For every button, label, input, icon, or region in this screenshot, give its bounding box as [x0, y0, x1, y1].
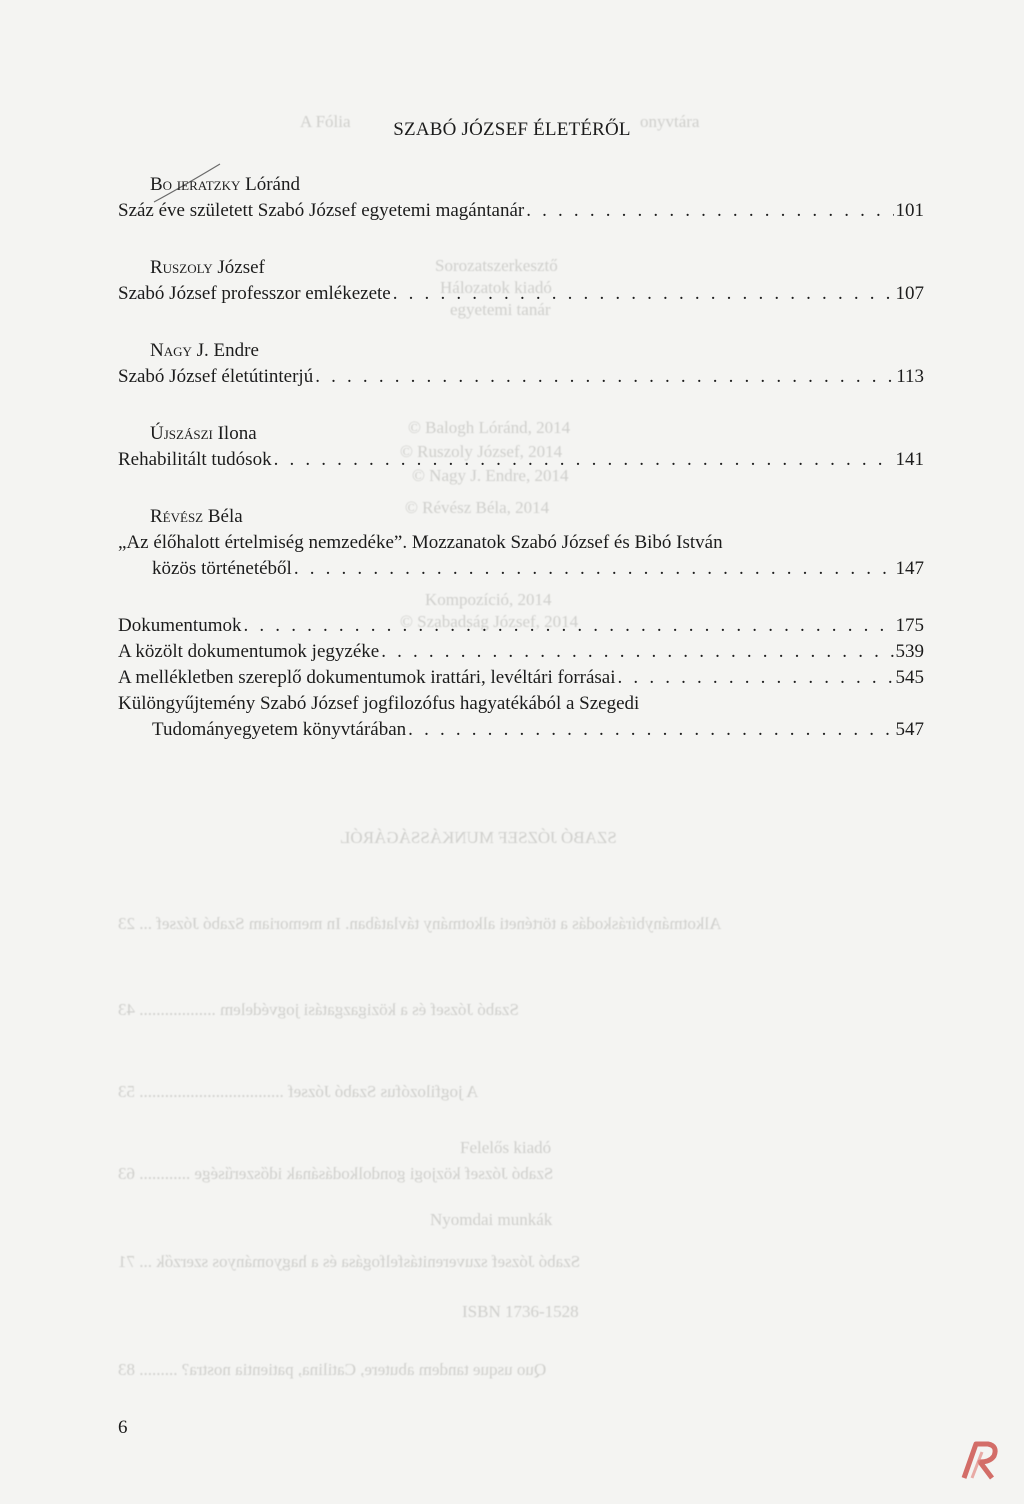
page-ref: 107: [895, 283, 924, 304]
toc-line[interactable]: [118, 717, 924, 743]
leader-dots: [294, 556, 894, 582]
author-name: Ruszoly József: [150, 257, 265, 278]
toc-line[interactable]: [118, 613, 924, 639]
page-ref: 545: [895, 667, 924, 688]
page-ref: 547: [895, 719, 924, 740]
author-name: Révész Béla: [150, 506, 243, 527]
toc-documents: [118, 613, 924, 743]
page-ref: 101: [895, 200, 924, 221]
toc-entry: [118, 338, 924, 390]
author-name: Újszászi Ilona: [150, 423, 257, 444]
page-ref: 147: [895, 558, 924, 579]
leader-dots: [526, 198, 893, 224]
page-ref: 539: [895, 641, 924, 662]
toc-line[interactable]: [118, 198, 924, 224]
leader-dots: [381, 639, 893, 665]
entry-title-continued: Tudományegyetem könyvtárában: [152, 719, 407, 740]
page-number: 6: [118, 1417, 128, 1438]
toc-line[interactable]: [118, 691, 924, 717]
author-name: Nagy J. Endre: [150, 340, 259, 361]
entry-title: Szabó József életútinterjú: [118, 366, 314, 387]
leader-dots: [408, 717, 893, 743]
page-ref: 113: [896, 366, 924, 387]
leader-dots: [315, 364, 894, 390]
leader-dots: [274, 447, 894, 473]
toc-entry: [118, 504, 924, 582]
entry-title: „Az élőhalott értelmiség nemzedéke”. Mozzanatok Szabó József és Bibó István: [118, 532, 723, 553]
entry-title: Dokumentumok: [118, 615, 242, 636]
entry-title: Különgyűjtemény Szabó József jogfilozófus hagyatékából a Szegedi: [118, 693, 640, 714]
toc-entry: [118, 421, 924, 473]
section-title: SZABÓ JÓZSEF ÉLETÉRŐL: [393, 119, 631, 140]
entry-title: Száz éve született Szabó József egyetemi magántanár: [118, 200, 525, 221]
page-ref: 141: [895, 449, 924, 470]
entry-title: Rehabilitált tudósok: [118, 449, 272, 470]
toc-line[interactable]: [118, 447, 924, 473]
library-logo-icon: [958, 1438, 1004, 1484]
toc-entry: [118, 255, 924, 307]
author-name: Bo ieratzky Lóránd: [150, 174, 300, 195]
toc-line[interactable]: [118, 556, 924, 582]
toc-line[interactable]: [118, 530, 924, 556]
leader-dots: [618, 665, 894, 691]
entry-title: A közölt dokumentumok jegyzéke: [118, 641, 380, 662]
entry-title: A mellékletben szereplő dokumentumok irattári, levéltári forrásai: [118, 667, 616, 688]
toc-line[interactable]: [118, 665, 924, 691]
leader-dots: [244, 613, 894, 639]
page-ref: 175: [895, 615, 924, 636]
toc-line[interactable]: [118, 639, 924, 665]
entry-title: Szabó József professzor emlékezete: [118, 283, 391, 304]
toc-entry: [118, 172, 924, 224]
leader-dots: [393, 281, 894, 307]
toc-line[interactable]: [118, 281, 924, 307]
entry-title-continued: közös történetéből: [152, 558, 292, 579]
toc-line[interactable]: [118, 364, 924, 390]
